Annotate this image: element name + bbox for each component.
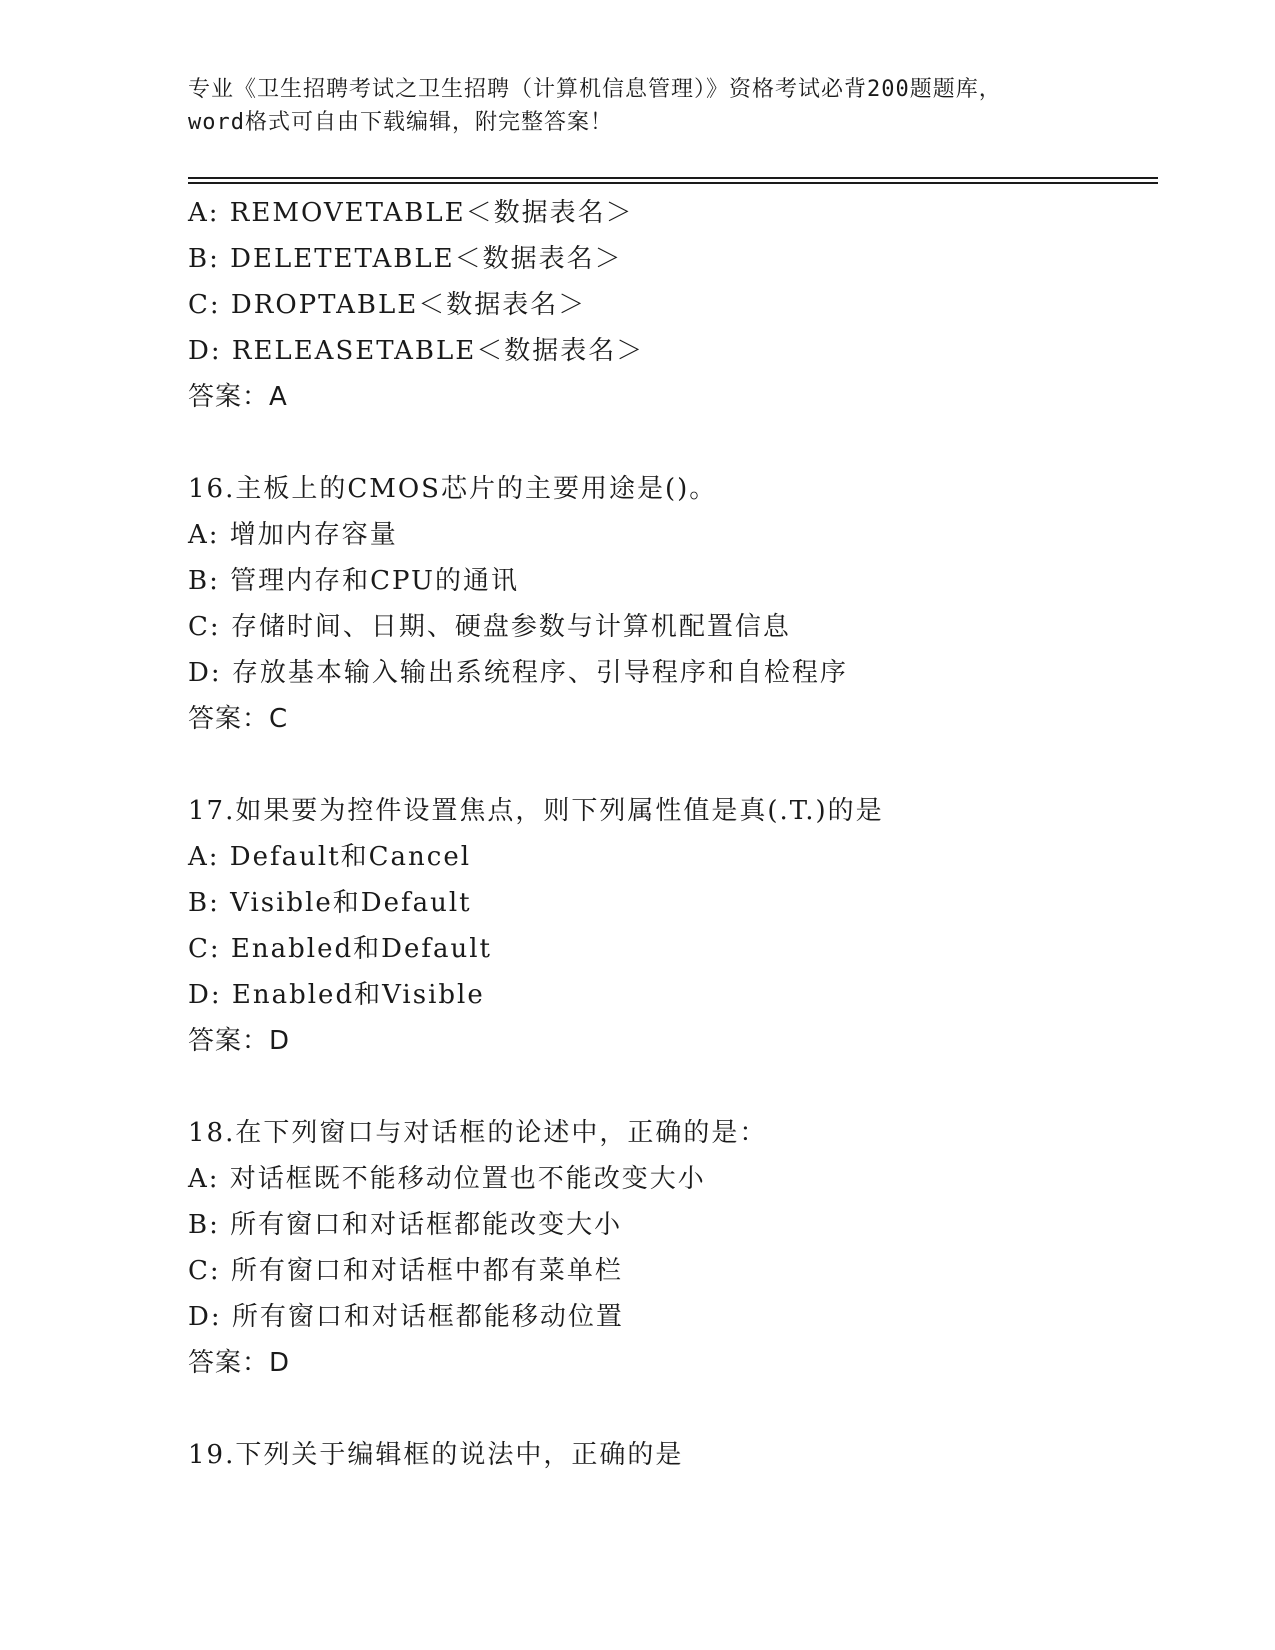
option-d: D: Enabled和Visible: [188, 980, 485, 1010]
document-header: [188, 73, 1088, 139]
header-line-1: 专业《卫生招聘考试之卫生招聘（计算机信息管理）》资格考试必背200题题库，: [188, 77, 1002, 102]
option-a: A: 增加内存容量: [188, 520, 398, 550]
question-18: [188, 1110, 1168, 1386]
option-c: C: DROPTABLE＜数据表名＞: [188, 290, 587, 320]
option-b: B: 所有窗口和对话框都能改变大小: [188, 1210, 623, 1240]
option-c: C: 存储时间、日期、硬盘参数与计算机配置信息: [188, 612, 791, 642]
header-line-2: word格式可自由下载编辑，附完整答案！: [188, 110, 613, 135]
spacer: [188, 1064, 1168, 1110]
question-stem: 17.如果要为控件设置焦点，则下列属性值是真(.T.)的是: [188, 796, 884, 826]
option-b: B: Visible和Default: [188, 888, 472, 918]
option-b: B: 管理内存和CPU的通讯: [188, 566, 519, 596]
question-list: [188, 190, 1168, 1478]
header-divider-bottom: [188, 182, 1158, 184]
question-stem: 16.主板上的CMOS芯片的主要用途是()。: [188, 474, 718, 504]
header-divider-top: [188, 177, 1158, 179]
question-16: [188, 466, 1168, 742]
option-d: D: 所有窗口和对话框都能移动位置: [188, 1302, 624, 1332]
option-d: D: RELEASETABLE＜数据表名＞: [188, 336, 645, 366]
spacer: [188, 1386, 1168, 1432]
option-b: B: DELETETABLE＜数据表名＞: [188, 244, 623, 274]
spacer: [188, 420, 1168, 466]
option-a: A: REMOVETABLE＜数据表名＞: [188, 198, 634, 228]
answer: 答案：C: [188, 704, 289, 734]
answer: 答案：D: [188, 1026, 291, 1056]
option-a: A: Default和Cancel: [188, 842, 472, 872]
option-d: D: 存放基本输入输出系统程序、引导程序和自检程序: [188, 658, 848, 688]
option-c: C: Enabled和Default: [188, 934, 492, 964]
option-c: C: 所有窗口和对话框中都有菜单栏: [188, 1256, 623, 1286]
question-stem: 18.在下列窗口与对话框的论述中，正确的是：: [188, 1118, 768, 1148]
question-stem: 19.下列关于编辑框的说法中，正确的是: [188, 1440, 684, 1470]
question-15-continued: [188, 190, 1168, 420]
question-19: [188, 1432, 1168, 1478]
option-a: A: 对话框既不能移动位置也不能改变大小: [188, 1164, 706, 1194]
answer: 答案：A: [188, 382, 288, 412]
answer: 答案：D: [188, 1348, 291, 1378]
spacer: [188, 742, 1168, 788]
question-17: [188, 788, 1168, 1064]
